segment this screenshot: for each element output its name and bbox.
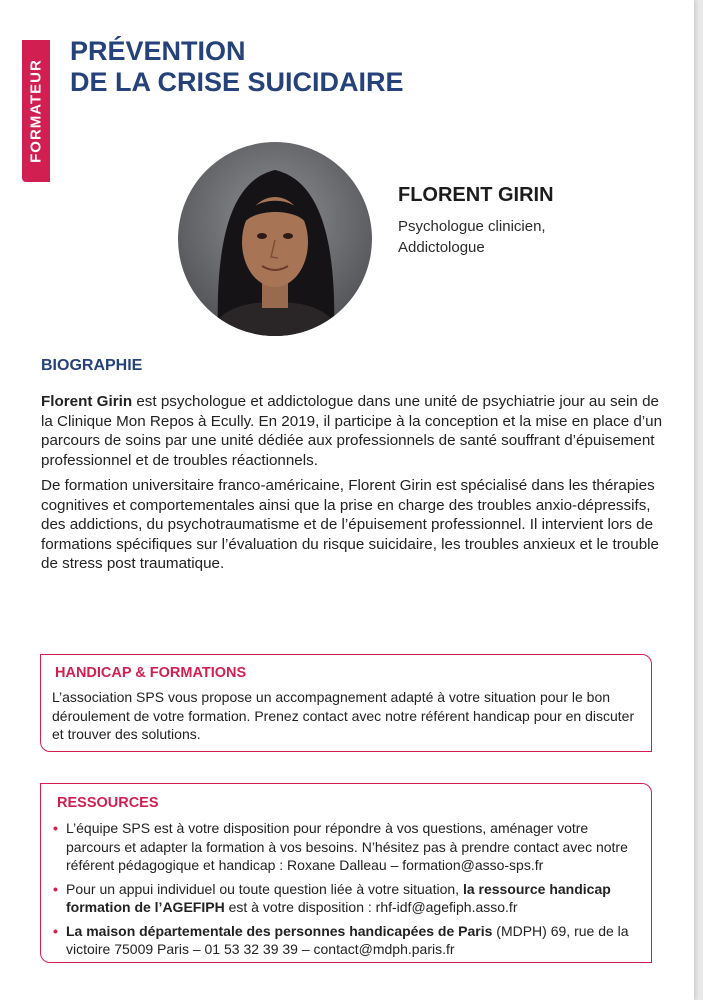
trainer-role-line-2: Addictologue bbox=[398, 239, 485, 256]
title-line-2: DE LA CRISE SUICIDAIRE bbox=[70, 67, 404, 97]
biography-paragraph-2: De formation universitaire franco-américaine, Florent Girin est spécialisé dans les thérapies cognitives et comportementales ainsi que la prise en charge des troubles anxio-dépressifs, des addictions, du psychotraumatisme et de l’épuisement professionnel. Il intervient lors de formations spécifiques sur l’évaluation du risque suicidaire, les troubles anxieux et le trouble de stress post traumatique. bbox=[41, 477, 659, 572]
handicap-text: L’association SPS vous propose un accompagnement adapté à votre situation pour le bon déroulement de votre formation. Prenez contact avec notre référent handicap pour en discuter et trouver des solutions. bbox=[52, 689, 635, 742]
title-line-1: PRÉVENTION bbox=[70, 36, 246, 66]
ressources-list bbox=[53, 819, 643, 964]
ressources-heading: RESSOURCES bbox=[57, 795, 159, 811]
ressources-item-mdph-bold: La maison départementale des personnes handicapées de Paris bbox=[66, 922, 493, 939]
bullet-icon: • bbox=[53, 880, 58, 897]
handicap-formations-box bbox=[40, 654, 652, 752]
portrait-illustration bbox=[178, 142, 372, 336]
biography-text bbox=[41, 392, 666, 580]
biography-heading: BIOGRAPHIE bbox=[41, 357, 143, 374]
ressources-box bbox=[40, 783, 652, 963]
bullet-icon: • bbox=[53, 820, 58, 836]
ressources-item-agefiph bbox=[53, 880, 643, 917]
biography-name-bold: Florent Girin bbox=[41, 393, 133, 410]
trainer-name: FLORENT GIRIN bbox=[398, 184, 554, 206]
ressources-item-agefiph-pre: Pour un appui individuel ou toute question liée à votre situation, bbox=[66, 880, 463, 897]
ressources-item-sps-text: L’équipe SPS est à votre disposition pour répondre à vos questions, aménager votre parcours et adapter la formation à vos besoins. N’hésitez pas à prendre contact avec notre référent pédagogique et handicap : Roxane Dalleau – formation@asso-sps.fr bbox=[66, 820, 628, 873]
handicap-heading: HANDICAP & FORMATIONS bbox=[55, 665, 247, 681]
ressources-item-mdph-text: (MDPH) 69, rue de la victoire 75009 Paris – 01 53 32 39 39 – contact@mdph.paris.fr bbox=[66, 922, 629, 957]
page-title bbox=[70, 36, 404, 98]
ressources-item-mdph bbox=[53, 922, 643, 959]
trainer-role-line-1: Psychologue clinicien, bbox=[398, 218, 546, 235]
biography-paragraph-1 bbox=[41, 392, 666, 470]
biography-paragraph-1-text: est psychologue et addictologue dans une unité de psychiatrie jour au sein de la Clinique Mon Repos à Ecully. En 2019, il participe à la conception et la mise en place d’un parcours de soins par une unité dédiée aux professionnels de santé souffrant d’épuisement professionnel et de troubles réactionnels. bbox=[41, 393, 663, 469]
bullet-icon: • bbox=[53, 922, 58, 939]
ressources-item-agefiph-bold: la ressource handicap formation de l’AGEFIPH bbox=[66, 880, 611, 915]
ressources-item-sps bbox=[53, 819, 643, 875]
side-tab-label: FORMATEUR bbox=[27, 59, 45, 163]
trainer-role bbox=[398, 216, 546, 258]
trainer-portrait-photo bbox=[178, 142, 372, 336]
formateur-side-tab bbox=[22, 40, 50, 182]
ressources-item-agefiph-post: est à votre disposition : rhf-idf@agefiph.asso.fr bbox=[224, 899, 518, 915]
